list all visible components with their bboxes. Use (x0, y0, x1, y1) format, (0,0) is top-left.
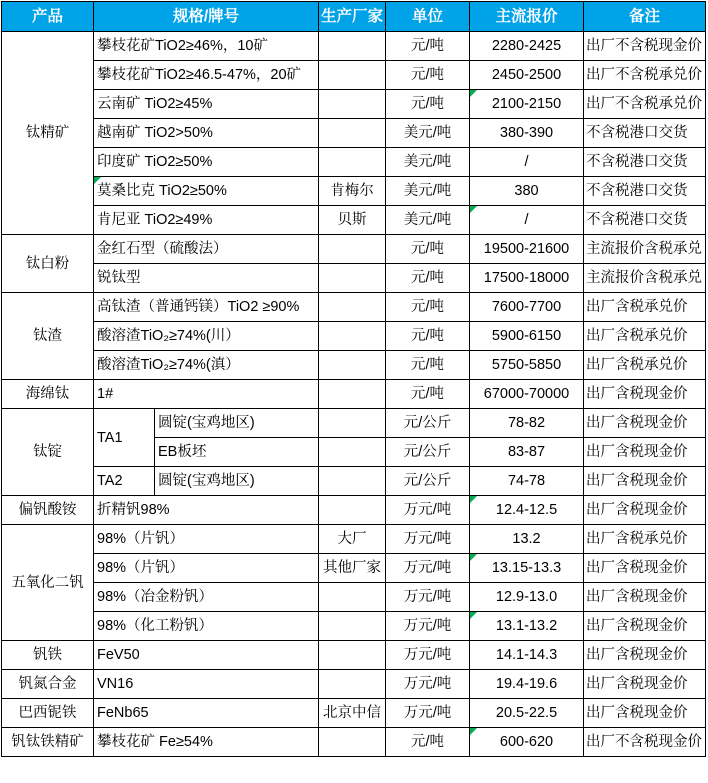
table-row (2, 409, 706, 438)
table-row (2, 467, 706, 496)
price-cell[interactable]: 7600-7700 (470, 293, 584, 322)
price-cell[interactable]: / (470, 148, 584, 177)
vendor-cell[interactable]: 其他厂家 (319, 554, 386, 583)
unit-cell[interactable]: 美元/吨 (386, 119, 470, 148)
spec-cell[interactable]: 高钛渣（普通钙镁）TiO2 ≥90% (94, 293, 319, 322)
unit-cell[interactable]: 万元/吨 (386, 612, 470, 641)
price-cell[interactable]: 600-620 (470, 728, 584, 757)
spec-cell[interactable]: 酸溶渣TiO₂≥74%(川） (94, 322, 319, 351)
unit-cell[interactable]: 元/吨 (386, 61, 470, 90)
spec-cell[interactable]: 金红石型（硫酸法） (94, 235, 319, 264)
table-row (2, 583, 706, 612)
table-row (2, 119, 706, 148)
table-row (2, 699, 706, 728)
price-cell[interactable]: 17500-18000 (470, 264, 584, 293)
unit-cell[interactable]: 元/公斤 (386, 467, 470, 496)
spec-cell[interactable]: 攀枝花矿TiO2≥46.5-47%，20矿 (94, 61, 319, 90)
unit-cell[interactable]: 美元/吨 (386, 206, 470, 235)
table-row (2, 206, 706, 235)
note-cell[interactable]: 出厂含税现金价 (584, 612, 706, 641)
note-cell[interactable]: 出厂含税现金价 (584, 409, 706, 438)
vendor-cell[interactable]: 肯梅尔 (319, 177, 386, 206)
green-corner-marker-icon (470, 206, 477, 213)
unit-cell[interactable]: 元/吨 (386, 235, 470, 264)
product-cell[interactable]: 偏钒酸铵 (2, 496, 94, 525)
unit-cell[interactable]: 元/吨 (386, 728, 470, 757)
price-cell[interactable]: 12.4-12.5 (470, 496, 584, 525)
note-cell[interactable]: 出厂含税现金价 (584, 467, 706, 496)
product-cell[interactable]: 钒铁 (2, 641, 94, 670)
unit-cell[interactable]: 万元/吨 (386, 670, 470, 699)
spec-cell[interactable]: 越南矿 TiO2>50% (94, 119, 319, 148)
price-cell[interactable]: 19500-21600 (470, 235, 584, 264)
table-row (2, 554, 706, 583)
table-row (2, 90, 706, 119)
vendor-cell[interactable] (319, 438, 386, 467)
spec-cell[interactable]: 肯尼亚 TiO2≥49% (94, 206, 319, 235)
vendor-cell[interactable] (319, 670, 386, 699)
spec-cell[interactable]: 莫桑比克 TiO2≥50% (94, 177, 319, 206)
unit-cell[interactable]: 万元/吨 (386, 641, 470, 670)
spec-cell[interactable]: 攀枝花矿TiO2≥46%，10矿 (94, 32, 319, 61)
header-note[interactable]: 备注 (584, 2, 706, 32)
unit-cell[interactable]: 元/吨 (386, 293, 470, 322)
spec-cell[interactable]: 锐钛型 (94, 264, 319, 293)
vendor-cell[interactable] (319, 641, 386, 670)
note-cell[interactable]: 出厂含税承兑价 (584, 525, 706, 554)
unit-cell[interactable]: 元/吨 (386, 32, 470, 61)
unit-cell[interactable]: 万元/吨 (386, 699, 470, 728)
table-row (2, 728, 706, 757)
note-cell[interactable]: 出厂不含税现金价 (584, 32, 706, 61)
vendor-cell[interactable] (319, 409, 386, 438)
spec-cell[interactable]: 圆锭(宝鸡地区) (155, 467, 319, 496)
price-cell[interactable]: 78-82 (470, 409, 584, 438)
product-cell[interactable]: 钒氮合金 (2, 670, 94, 699)
green-corner-marker-icon (470, 612, 477, 619)
unit-cell[interactable]: 万元/吨 (386, 583, 470, 612)
unit-cell[interactable]: 元/吨 (386, 351, 470, 380)
price-cell[interactable]: 14.1-14.3 (470, 641, 584, 670)
product-cell[interactable]: 钒钛铁精矿 (2, 728, 94, 757)
table-header (2, 2, 706, 32)
spec-cell[interactable]: 98%（化工粉钒） (94, 612, 319, 641)
note-cell[interactable]: 出厂含税现金价 (584, 583, 706, 612)
price-cell[interactable]: 20.5-22.5 (470, 699, 584, 728)
product-cell[interactable]: 钛锭 (2, 409, 94, 496)
price-cell[interactable]: 13.2 (470, 525, 584, 554)
spec-cell[interactable]: 攀枝花矿 Fe≥54% (94, 728, 319, 757)
unit-cell[interactable]: 元/吨 (386, 322, 470, 351)
price-cell[interactable]: / (470, 206, 584, 235)
grade-cell[interactable]: TA2 (94, 467, 155, 496)
price-cell[interactable]: 5900-6150 (470, 322, 584, 351)
vendor-cell[interactable] (319, 322, 386, 351)
spec-cell[interactable]: VN16 (94, 670, 319, 699)
vendor-cell[interactable] (319, 264, 386, 293)
table-row (2, 351, 706, 380)
green-corner-marker-icon (470, 90, 477, 97)
mineral-price-table (1, 1, 706, 757)
vendor-cell[interactable]: 北京中信 (319, 699, 386, 728)
vendor-cell[interactable] (319, 293, 386, 322)
price-cell[interactable]: 2280-2425 (470, 32, 584, 61)
green-corner-marker-icon (470, 496, 477, 503)
table-row (2, 148, 706, 177)
note-cell[interactable]: 出厂不含税现金价 (584, 728, 706, 757)
price-cell[interactable]: 13.1-13.2 (470, 612, 584, 641)
unit-cell[interactable]: 元/吨 (386, 380, 470, 409)
unit-cell[interactable]: 美元/吨 (386, 177, 470, 206)
unit-cell[interactable]: 元/公斤 (386, 409, 470, 438)
unit-cell[interactable]: 元/公斤 (386, 438, 470, 467)
note-cell[interactable]: 出厂含税承兑价 (584, 293, 706, 322)
price-cell[interactable]: 12.9-13.0 (470, 583, 584, 612)
table-row (2, 612, 706, 641)
note-cell[interactable]: 不含税港口交货 (584, 148, 706, 177)
unit-cell[interactable]: 万元/吨 (386, 554, 470, 583)
vendor-cell[interactable] (319, 496, 386, 525)
product-cell[interactable]: 钛渣 (2, 293, 94, 380)
table-row (2, 235, 706, 264)
spec-cell[interactable]: FeV50 (94, 641, 319, 670)
note-cell[interactable]: 出厂不含税承兑价 (584, 90, 706, 119)
spec-cell[interactable]: 酸溶渣TiO₂≥74%(滇） (94, 351, 319, 380)
note-cell[interactable]: 出厂含税现金价 (584, 699, 706, 728)
price-cell[interactable]: 74-78 (470, 467, 584, 496)
table-row (2, 380, 706, 409)
spec-cell[interactable]: 折精钒98% (94, 496, 319, 525)
spec-cell[interactable]: 98%（片钒） (94, 554, 319, 583)
unit-cell[interactable]: 元/吨 (386, 264, 470, 293)
product-cell[interactable]: 钛精矿 (2, 32, 94, 235)
table-row (2, 177, 706, 206)
green-corner-marker-icon (470, 554, 477, 561)
table-row (2, 496, 706, 525)
table-row (2, 264, 706, 293)
note-cell[interactable]: 不含税港口交货 (584, 177, 706, 206)
product-cell[interactable]: 五氧化二钒 (2, 525, 94, 641)
vendor-cell[interactable] (319, 467, 386, 496)
vendor-cell[interactable] (319, 380, 386, 409)
header-unit[interactable]: 单位 (386, 2, 470, 32)
note-cell[interactable]: 出厂含税现金价 (584, 380, 706, 409)
spec-cell[interactable]: 1# (94, 380, 319, 409)
note-cell[interactable]: 出厂含税现金价 (584, 641, 706, 670)
vendor-cell[interactable] (319, 90, 386, 119)
table-row (2, 293, 706, 322)
vendor-cell[interactable] (319, 612, 386, 641)
header-spec[interactable]: 规格/牌号 (94, 2, 319, 32)
unit-cell[interactable]: 万元/吨 (386, 496, 470, 525)
unit-cell[interactable]: 元/吨 (386, 90, 470, 119)
price-cell[interactable]: 67000-70000 (470, 380, 584, 409)
note-cell[interactable]: 出厂含税承兑价 (584, 351, 706, 380)
header-row (2, 2, 706, 32)
green-corner-marker-icon (94, 177, 101, 184)
note-cell[interactable]: 不含税港口交货 (584, 119, 706, 148)
price-cell[interactable]: 2100-2150 (470, 90, 584, 119)
note-cell[interactable]: 出厂含税承兑价 (584, 322, 706, 351)
product-cell[interactable]: 海绵钛 (2, 380, 94, 409)
product-cell[interactable]: 钛白粉 (2, 235, 94, 293)
vendor-cell[interactable] (319, 728, 386, 757)
header-vendor[interactable]: 生产厂家 (319, 2, 386, 32)
spec-cell[interactable]: 98%（冶金粉钒） (94, 583, 319, 612)
note-cell[interactable]: 不含税港口交货 (584, 206, 706, 235)
price-cell[interactable]: 2450-2500 (470, 61, 584, 90)
spec-cell[interactable]: FeNb65 (94, 699, 319, 728)
vendor-cell[interactable] (319, 583, 386, 612)
note-cell[interactable]: 出厂含税现金价 (584, 496, 706, 525)
table-row (2, 32, 706, 61)
green-corner-marker-icon (470, 728, 477, 735)
table-row (2, 670, 706, 699)
table-row (2, 525, 706, 554)
price-cell[interactable]: 13.15-13.3 (470, 554, 584, 583)
vendor-cell[interactable]: 大厂 (319, 525, 386, 554)
spec-cell[interactable]: EB板坯 (155, 438, 319, 467)
vendor-cell[interactable] (319, 61, 386, 90)
price-cell[interactable]: 380-390 (470, 119, 584, 148)
product-cell[interactable]: 巴西铌铁 (2, 699, 94, 728)
vendor-cell[interactable] (319, 235, 386, 264)
note-cell[interactable]: 主流报价含税承兑 (584, 264, 706, 293)
vendor-cell[interactable] (319, 119, 386, 148)
spec-cell[interactable]: 云南矿 TiO2≥45% (94, 90, 319, 119)
spec-cell[interactable]: 圆锭(宝鸡地区) (155, 409, 319, 438)
note-cell[interactable]: 出厂含税现金价 (584, 438, 706, 467)
price-cell[interactable]: 19.4-19.6 (470, 670, 584, 699)
table-row (2, 641, 706, 670)
price-cell[interactable]: 380 (470, 177, 584, 206)
spec-cell[interactable]: 印度矿 TiO2≥50% (94, 148, 319, 177)
header-price[interactable]: 主流报价 (470, 2, 584, 32)
vendor-cell[interactable] (319, 32, 386, 61)
table-body (2, 32, 706, 757)
note-cell[interactable]: 主流报价含税承兑 (584, 235, 706, 264)
unit-cell[interactable]: 美元/吨 (386, 148, 470, 177)
header-product[interactable]: 产品 (2, 2, 94, 32)
grade-cell[interactable]: TA1 (94, 409, 155, 467)
note-cell[interactable]: 出厂含税现金价 (584, 554, 706, 583)
table-row (2, 61, 706, 90)
price-cell[interactable]: 83-87 (470, 438, 584, 467)
note-cell[interactable]: 出厂含税现金价 (584, 670, 706, 699)
unit-cell[interactable]: 万元/吨 (386, 525, 470, 554)
note-cell[interactable]: 出厂不含税承兑价 (584, 61, 706, 90)
vendor-cell[interactable] (319, 148, 386, 177)
spec-cell[interactable]: 98%（片钒） (94, 525, 319, 554)
table-row (2, 322, 706, 351)
vendor-cell[interactable]: 贝斯 (319, 206, 386, 235)
price-cell[interactable]: 5750-5850 (470, 351, 584, 380)
vendor-cell[interactable] (319, 351, 386, 380)
